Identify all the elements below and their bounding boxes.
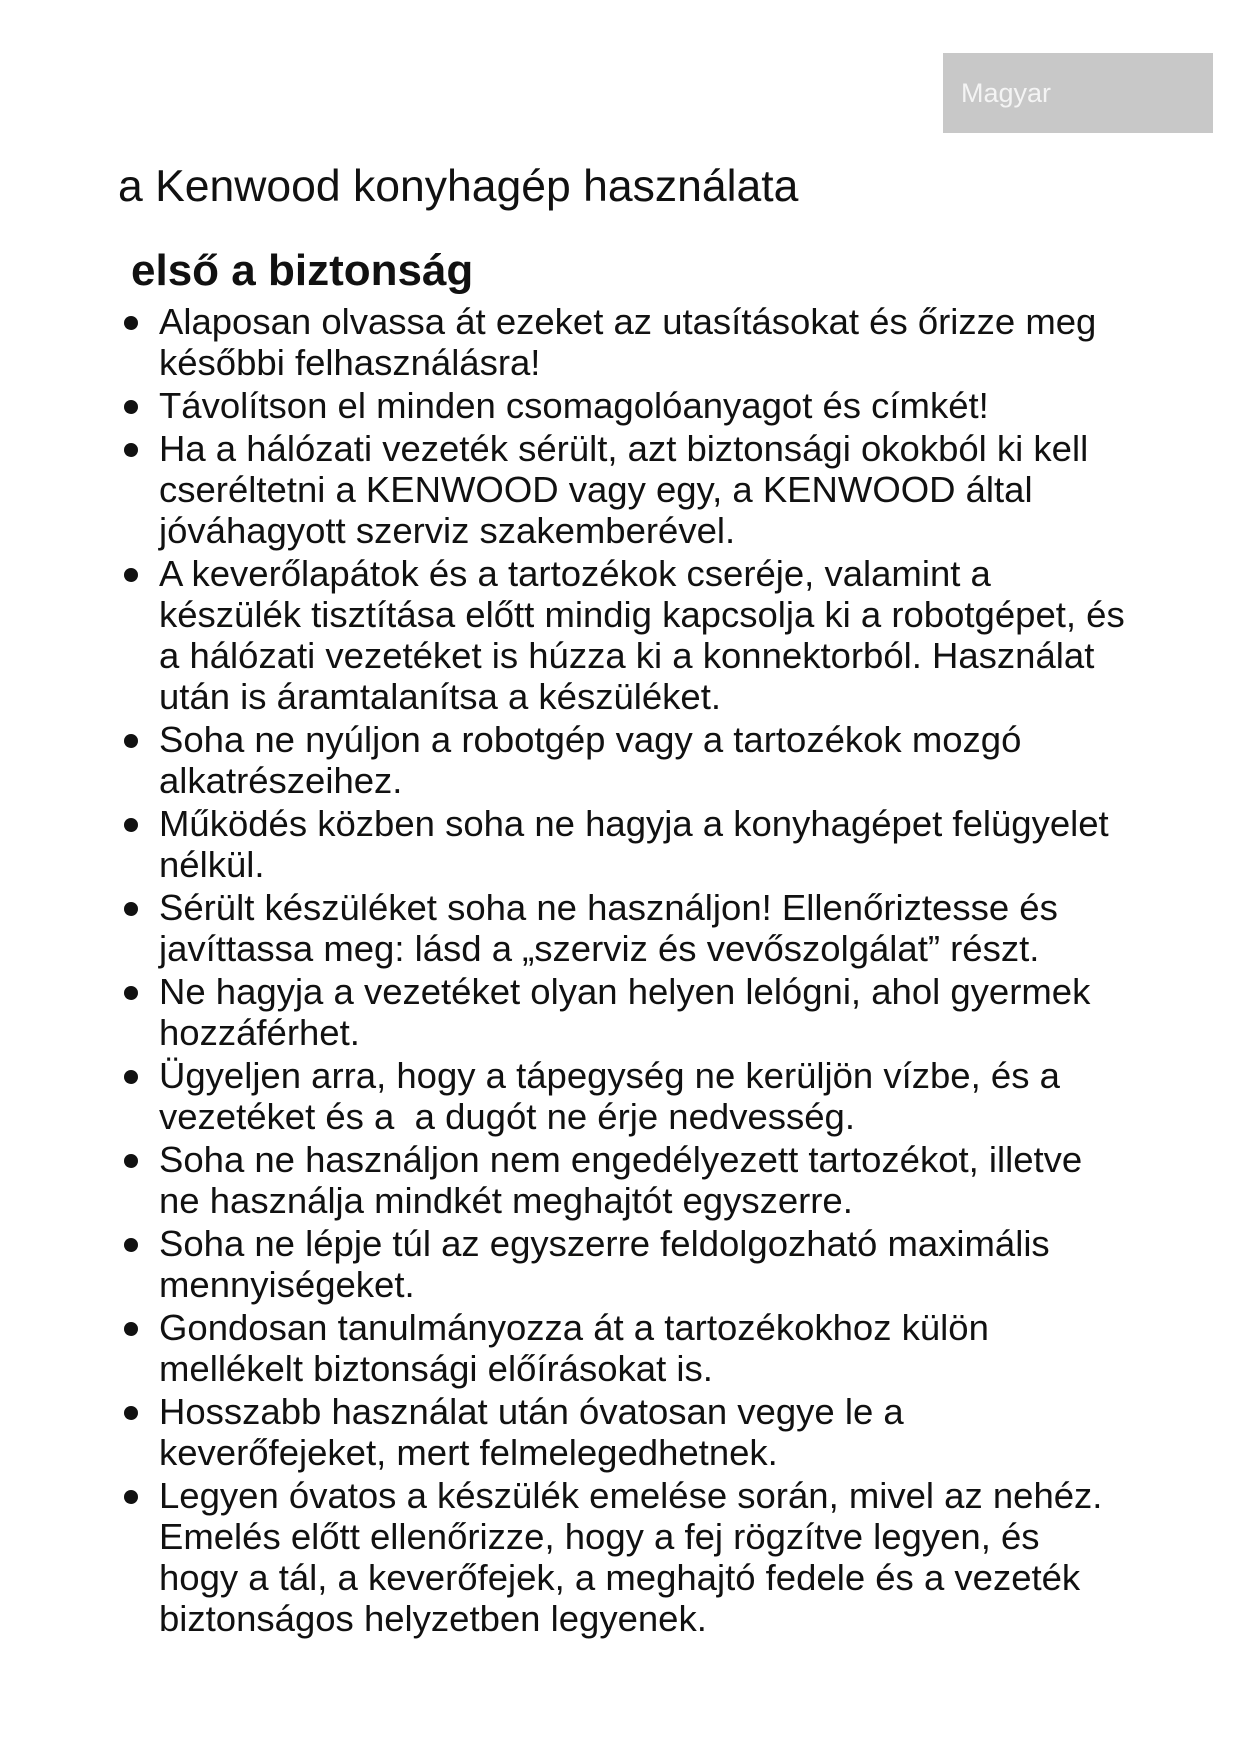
safety-item-line: biztonságos helyzetben legyenek. [159, 1598, 707, 1639]
safety-item-line: javíttassa meg: lásd a „szerviz és vevőszolgálat” részt. [159, 928, 1040, 969]
safety-item-line: vezetéket és a a dugót ne érje nedvesség. [159, 1096, 855, 1137]
safety-item-line: nélkül. [159, 844, 265, 885]
safety-item-line: Ne hagyja a vezetéket olyan helyen lelógni, ahol gyermek [159, 971, 1091, 1012]
bullet-icon [124, 568, 138, 582]
safety-item-line: jóváhagyott szerviz szakemberével. [159, 510, 736, 551]
safety-item [0, 301, 1241, 383]
safety-item [0, 385, 1241, 426]
bullet-icon [124, 1490, 138, 1504]
safety-item-line: keverőfejeket, mert felmelegedhetnek. [159, 1432, 778, 1473]
safety-item-line: hozzáférhet. [159, 1012, 360, 1053]
safety-item [0, 803, 1241, 885]
safety-heading: első a biztonság [131, 246, 474, 295]
safety-item-line: cseréltetni a KENWOOD vagy egy, a KENWOOD által [159, 469, 1033, 510]
bullet-icon [124, 734, 138, 748]
safety-item [0, 971, 1241, 1053]
safety-item-line: mellékelt biztonsági előírásokat is. [159, 1348, 713, 1389]
safety-item-line: készülék tisztítása előtt mindig kapcsolja ki a robotgépet, és [159, 594, 1125, 635]
safety-item-line: Ügyeljen arra, hogy a tápegység ne kerüljön vízbe, és a [159, 1055, 1060, 1096]
bullet-icon [124, 1070, 138, 1084]
safety-item-line: Alaposan olvassa át ezeket az utasításokat és őrizze meg [159, 301, 1097, 342]
safety-item-line: Soha ne nyúljon a robotgép vagy a tartozékok mozgó [159, 719, 1022, 760]
bullet-icon [124, 1154, 138, 1168]
safety-item [0, 1139, 1241, 1221]
safety-item [0, 1223, 1241, 1305]
bullet-icon [124, 902, 138, 916]
safety-item [0, 1055, 1241, 1137]
safety-item-line: Emelés előtt ellenőrizze, hogy a fej rögzítve legyen, és [159, 1516, 1040, 1557]
safety-item-line: hogy a tál, a keverőfejek, a meghajtó fedele és a vezeték [159, 1557, 1081, 1598]
safety-item-line: után is áramtalanítsa a készüléket. [159, 676, 721, 717]
safety-list [0, 301, 1241, 1641]
safety-item-line: ne használja mindkét meghajtót egyszerre. [159, 1180, 853, 1221]
safety-item [0, 719, 1241, 801]
safety-item-line: Hosszabb használat után óvatosan vegye le a [159, 1391, 904, 1432]
language-tab [943, 53, 1213, 133]
safety-item-line: Gondosan tanulmányozza át a tartozékokhoz külön [159, 1307, 989, 1348]
safety-item [0, 1475, 1241, 1639]
safety-item-line: Legyen óvatos a készülék emelése során, mivel az nehéz. [159, 1475, 1103, 1516]
bullet-icon [124, 1322, 138, 1336]
safety-item-line: Ha a hálózati vezeték sérült, azt biztonsági okokból ki kell [159, 428, 1089, 469]
safety-item-line: Soha ne használjon nem engedélyezett tartozékot, illetve [159, 1139, 1083, 1180]
safety-item-line: Távolítson el minden csomagolóanyagot és címkét! [159, 385, 989, 426]
language-tab-label: Magyar [961, 78, 1052, 108]
page-title: a Kenwood konyhagép használata [118, 162, 799, 211]
bullet-icon [124, 400, 138, 414]
bullet-icon [124, 1406, 138, 1420]
safety-item-line: Sérült készüléket soha ne használjon! Ellenőriztesse és [159, 887, 1058, 928]
safety-item-line: alkatrészeihez. [159, 760, 403, 801]
safety-item [0, 1307, 1241, 1389]
bullet-icon [124, 1238, 138, 1252]
safety-item [0, 553, 1241, 717]
bullet-icon [124, 986, 138, 1000]
safety-item-line: mennyiségeket. [159, 1264, 415, 1305]
bullet-icon [124, 818, 138, 832]
safety-item-line: Működés közben soha ne hagyja a konyhagépet felügyelet [159, 803, 1109, 844]
bullet-icon [124, 316, 138, 330]
safety-item-line: a hálózati vezetéket is húzza ki a konnektorból. Használat [159, 635, 1095, 676]
safety-item-line: későbbi felhasználásra! [159, 342, 541, 383]
bullet-icon [124, 443, 138, 457]
safety-item-line: Soha ne lépje túl az egyszerre feldolgozható maximális [159, 1223, 1050, 1264]
safety-item [0, 887, 1241, 969]
safety-item-line: A keverőlapátok és a tartozékok cseréje, valamint a [159, 553, 991, 594]
safety-item [0, 428, 1241, 551]
safety-item [0, 1391, 1241, 1473]
